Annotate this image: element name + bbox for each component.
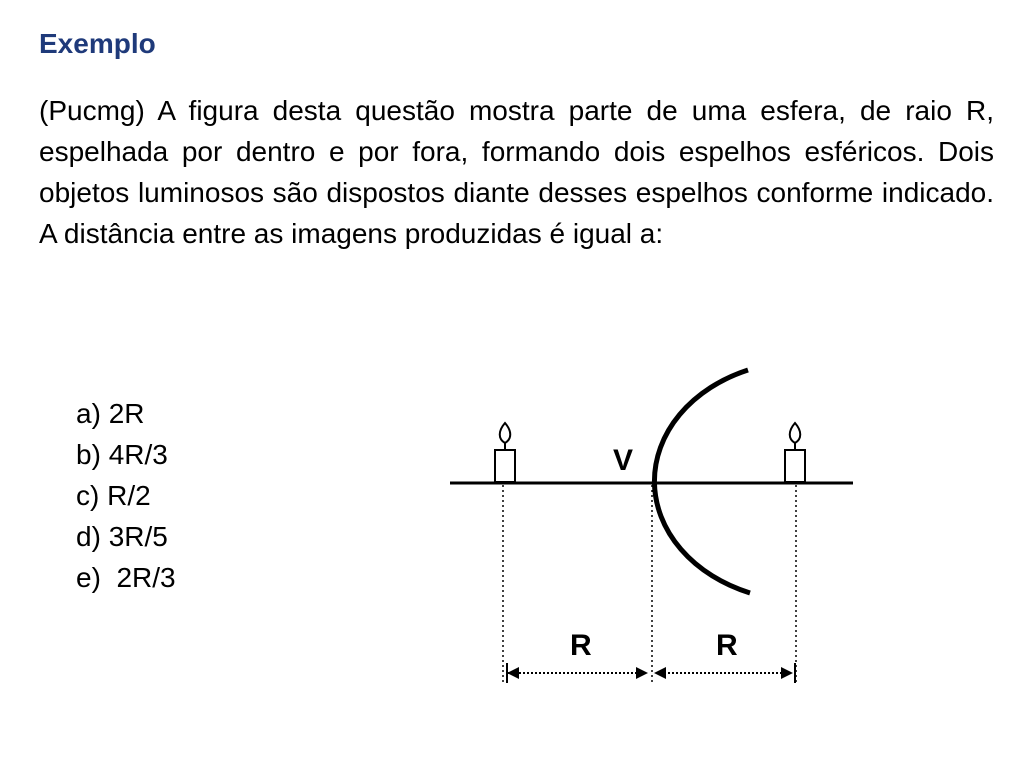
option-letter: d)	[76, 521, 101, 552]
left-distance-label: R	[570, 629, 592, 662]
option-value: R/2	[107, 480, 151, 511]
option-d	[76, 516, 176, 557]
option-value: 4R/3	[108, 439, 168, 470]
option-letter: b)	[76, 439, 101, 470]
option-a	[76, 393, 176, 434]
option-letter: e)	[76, 562, 101, 593]
vertex-label: V	[613, 444, 634, 477]
option-letter: c)	[76, 480, 100, 511]
left-candle-icon	[495, 423, 515, 482]
mirror-diagram	[440, 355, 870, 695]
right-dimension-arrow	[654, 663, 795, 683]
option-value: 2R	[108, 398, 145, 429]
left-dimension-arrow	[507, 663, 648, 683]
option-b	[76, 434, 176, 475]
option-e	[76, 557, 176, 598]
option-letter: a)	[76, 398, 101, 429]
answer-options	[76, 393, 176, 598]
slide-title: Exemplo	[39, 28, 156, 59]
right-distance-label: R	[716, 629, 738, 662]
option-value: 3R/5	[108, 521, 168, 552]
option-c	[76, 475, 176, 516]
right-candle-icon	[785, 423, 805, 482]
question-text: (Pucmg) A figura desta questão mostra parte de uma esfera, de raio R, espelhada por dentro e por fora, formando dois espelhos esféricos. Dois objetos luminosos são dispostos diante desses espelhos conforme indicado. A distância entre as imagens produzidas é igual a:	[39, 95, 994, 249]
option-value: 2R/3	[108, 562, 176, 593]
